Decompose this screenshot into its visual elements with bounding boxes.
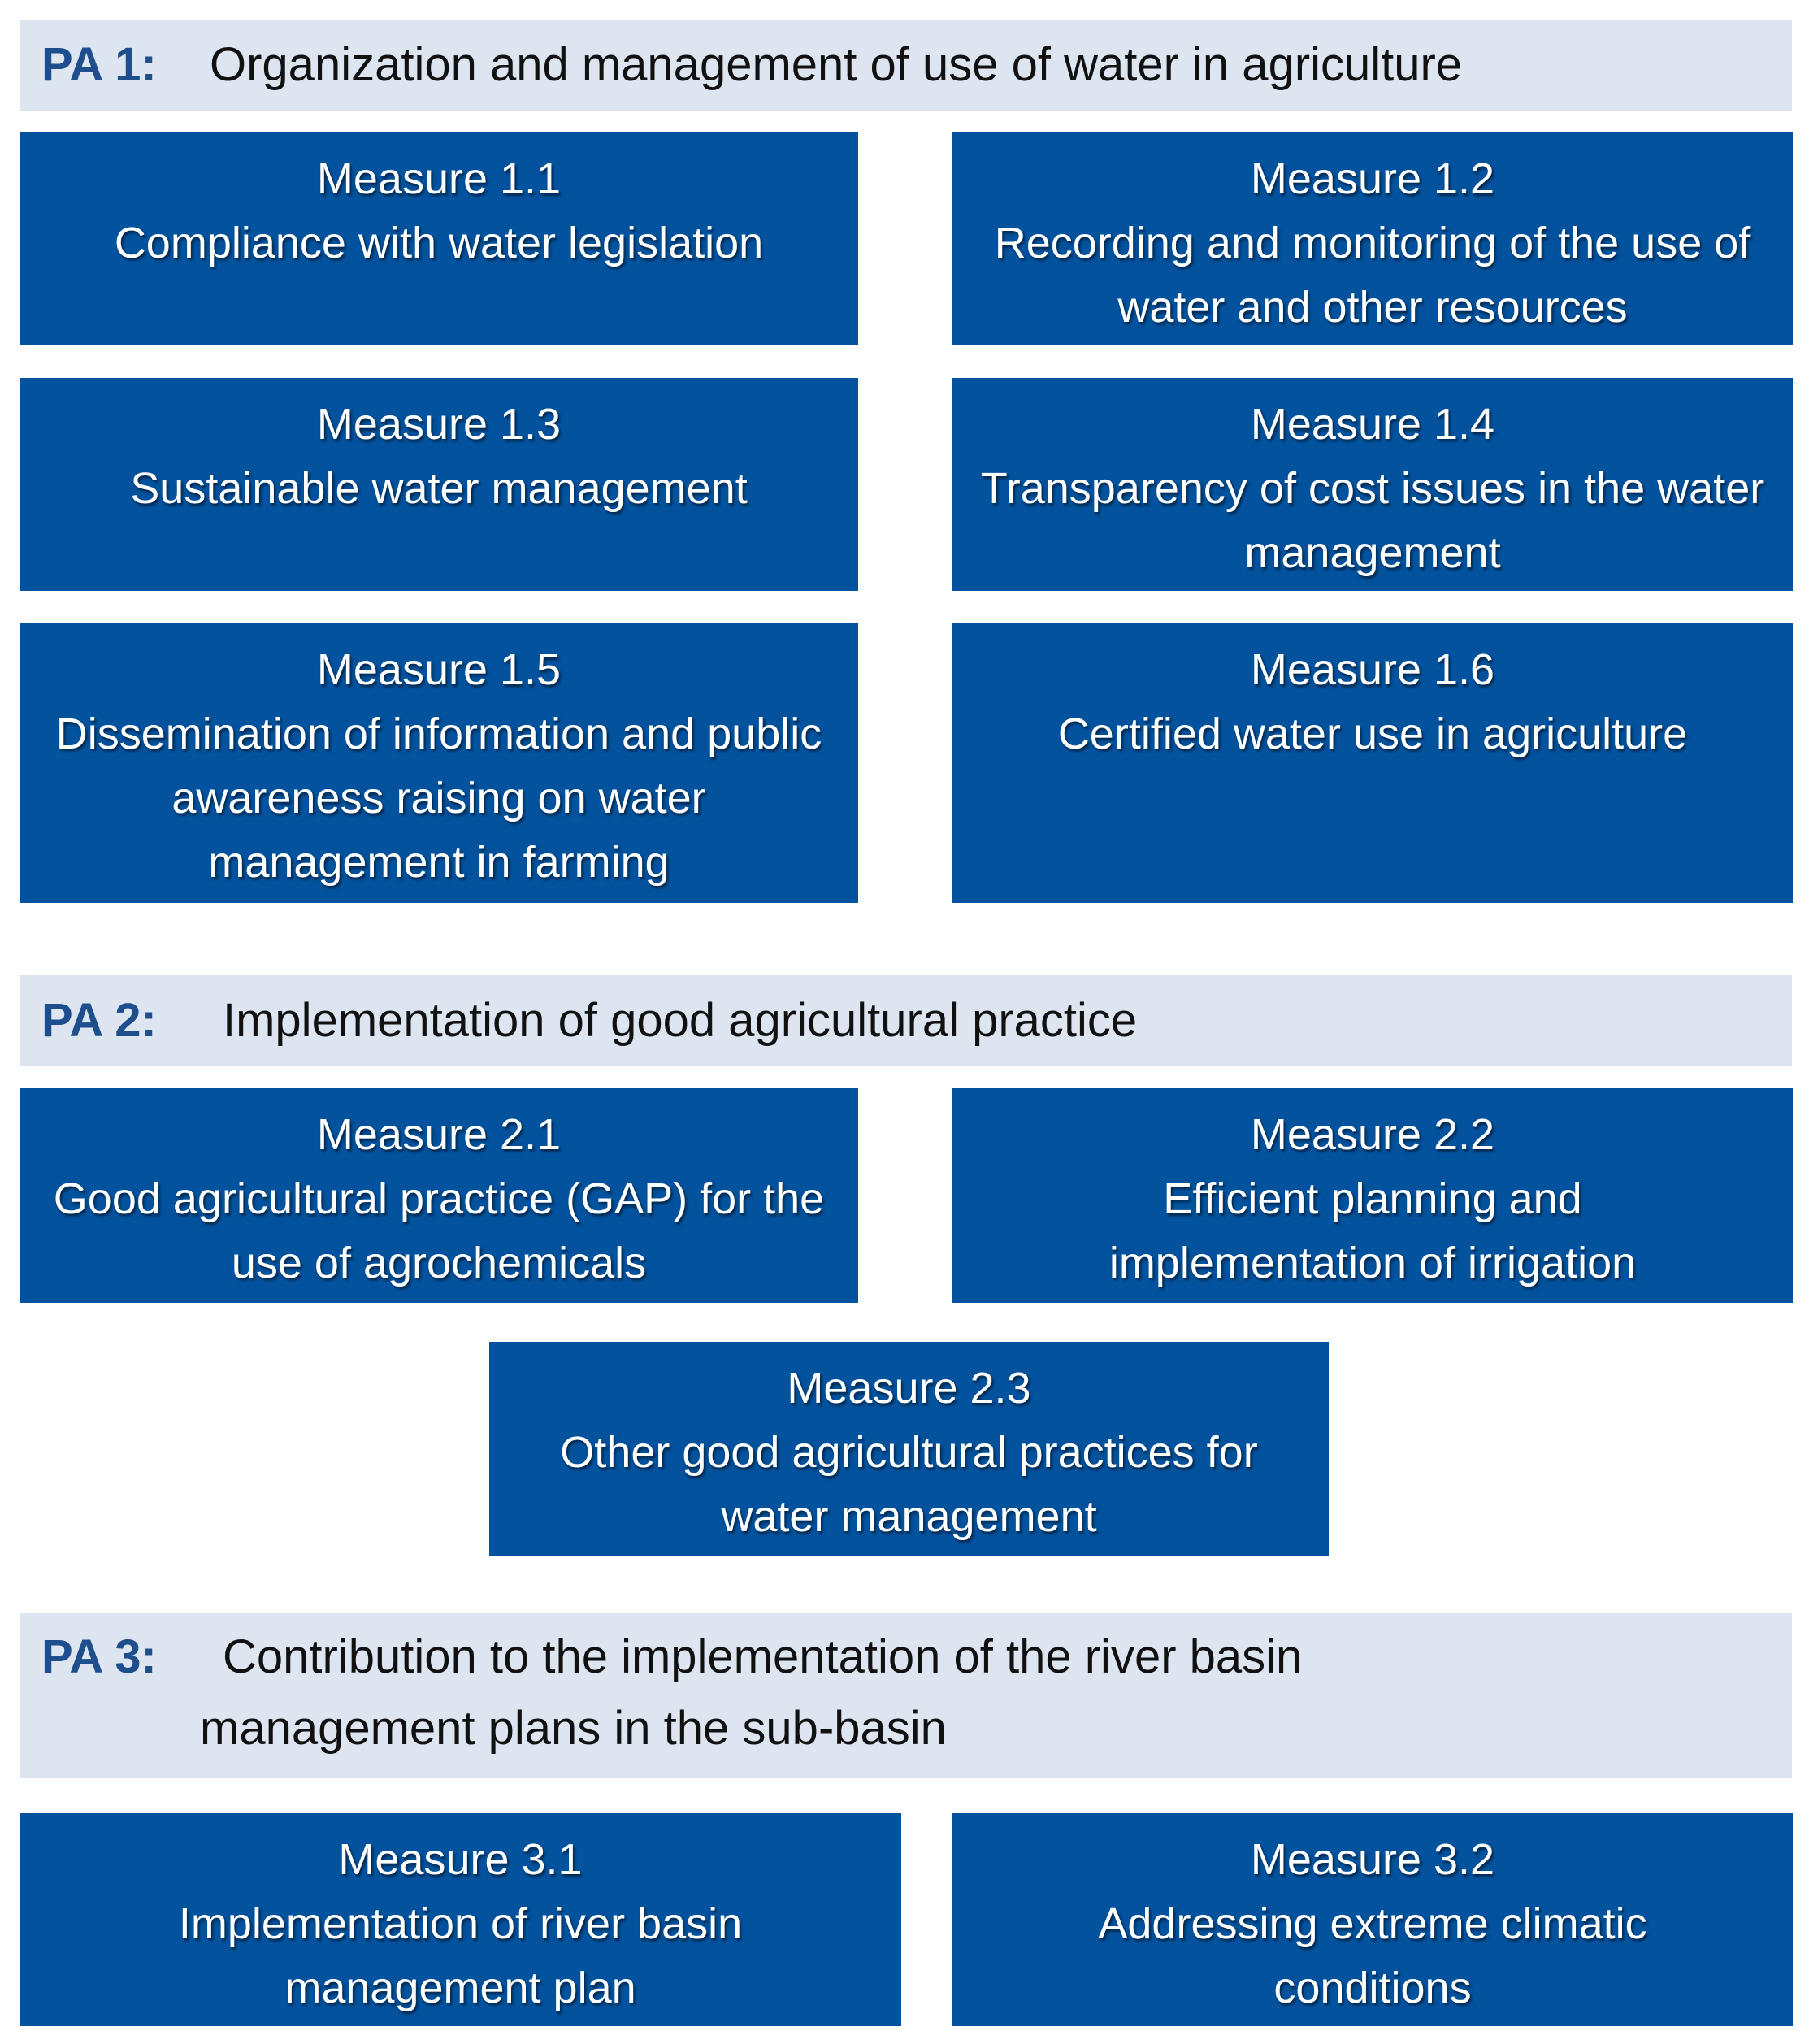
measure-1-2-box [952, 132, 1793, 345]
measure-1-4-box [952, 378, 1793, 591]
measure-1-2-text: Recording and monitoring of the use of water and other resources [994, 219, 1751, 332]
measure-1-3-text: Sustainable water management [130, 464, 748, 513]
measure-1-1-number: Measure 1.1 [316, 154, 562, 203]
measure-1-3-box [20, 378, 858, 591]
measure-1-1-box [20, 132, 858, 345]
measure-3-1-number: Measure 3.1 [338, 1835, 583, 1884]
measure-2-3-number: Measure 2.3 [787, 1364, 1031, 1413]
pa2-header [20, 975, 1792, 1066]
measure-2-2-number: Measure 2.2 [1250, 1110, 1495, 1159]
pa3-title: Contribution to the implementation of the river basin management plans in the sub-basin [200, 1630, 1303, 1755]
measure-2-1-box [20, 1088, 858, 1303]
measure-3-2-text: Addressing extreme climatic conditions [1098, 1899, 1647, 2012]
pa2-title: Implementation of good agricultural practice [223, 994, 1138, 1047]
measure-3-1-text: Implementation of river basin management plan [178, 1899, 743, 2012]
measure-3-2-number: Measure 3.2 [1250, 1835, 1495, 1884]
measure-1-5-text: Dissemination of information and public awareness raising on water management in farming [55, 710, 822, 887]
measure-2-3-text: Other good agricultural practices for water management [560, 1428, 1258, 1541]
measure-1-5-number: Measure 1.5 [316, 645, 562, 694]
pa1-header [20, 20, 1792, 111]
measure-1-1-text: Compliance with water legislation [114, 219, 764, 267]
measure-1-2-number: Measure 1.2 [1250, 154, 1495, 203]
measure-1-3-number: Measure 1.3 [316, 400, 562, 449]
measure-1-4-number: Measure 1.4 [1250, 400, 1495, 449]
measure-1-6-text: Certified water use in agriculture [1057, 710, 1688, 758]
measure-2-1-text: Good agricultural practice (GAP) for the use of agrochemicals [53, 1174, 825, 1287]
measure-1-4-text: Transparency of cost issues in the water management [980, 464, 1765, 577]
pa3-header [20, 1613, 1792, 1778]
pa1-label: PA 1: [41, 38, 157, 91]
measure-1-6-number: Measure 1.6 [1250, 645, 1495, 694]
measure-2-3-box [489, 1342, 1329, 1556]
pa3-label: PA 3: [41, 1630, 157, 1683]
measure-1-6-box [952, 623, 1793, 903]
measure-1-5-box [20, 623, 858, 903]
measure-2-2-text: Efficient planning and implementation of irrigation [1108, 1174, 1637, 1287]
measure-2-1-number: Measure 2.1 [316, 1110, 562, 1159]
pa2-label: PA 2: [41, 994, 157, 1047]
pa1-title: Organization and management of use of water in agriculture [210, 38, 1463, 91]
measure-2-2-box [952, 1088, 1793, 1303]
measure-3-2-box [952, 1813, 1793, 2026]
measure-3-1-box [20, 1813, 901, 2026]
